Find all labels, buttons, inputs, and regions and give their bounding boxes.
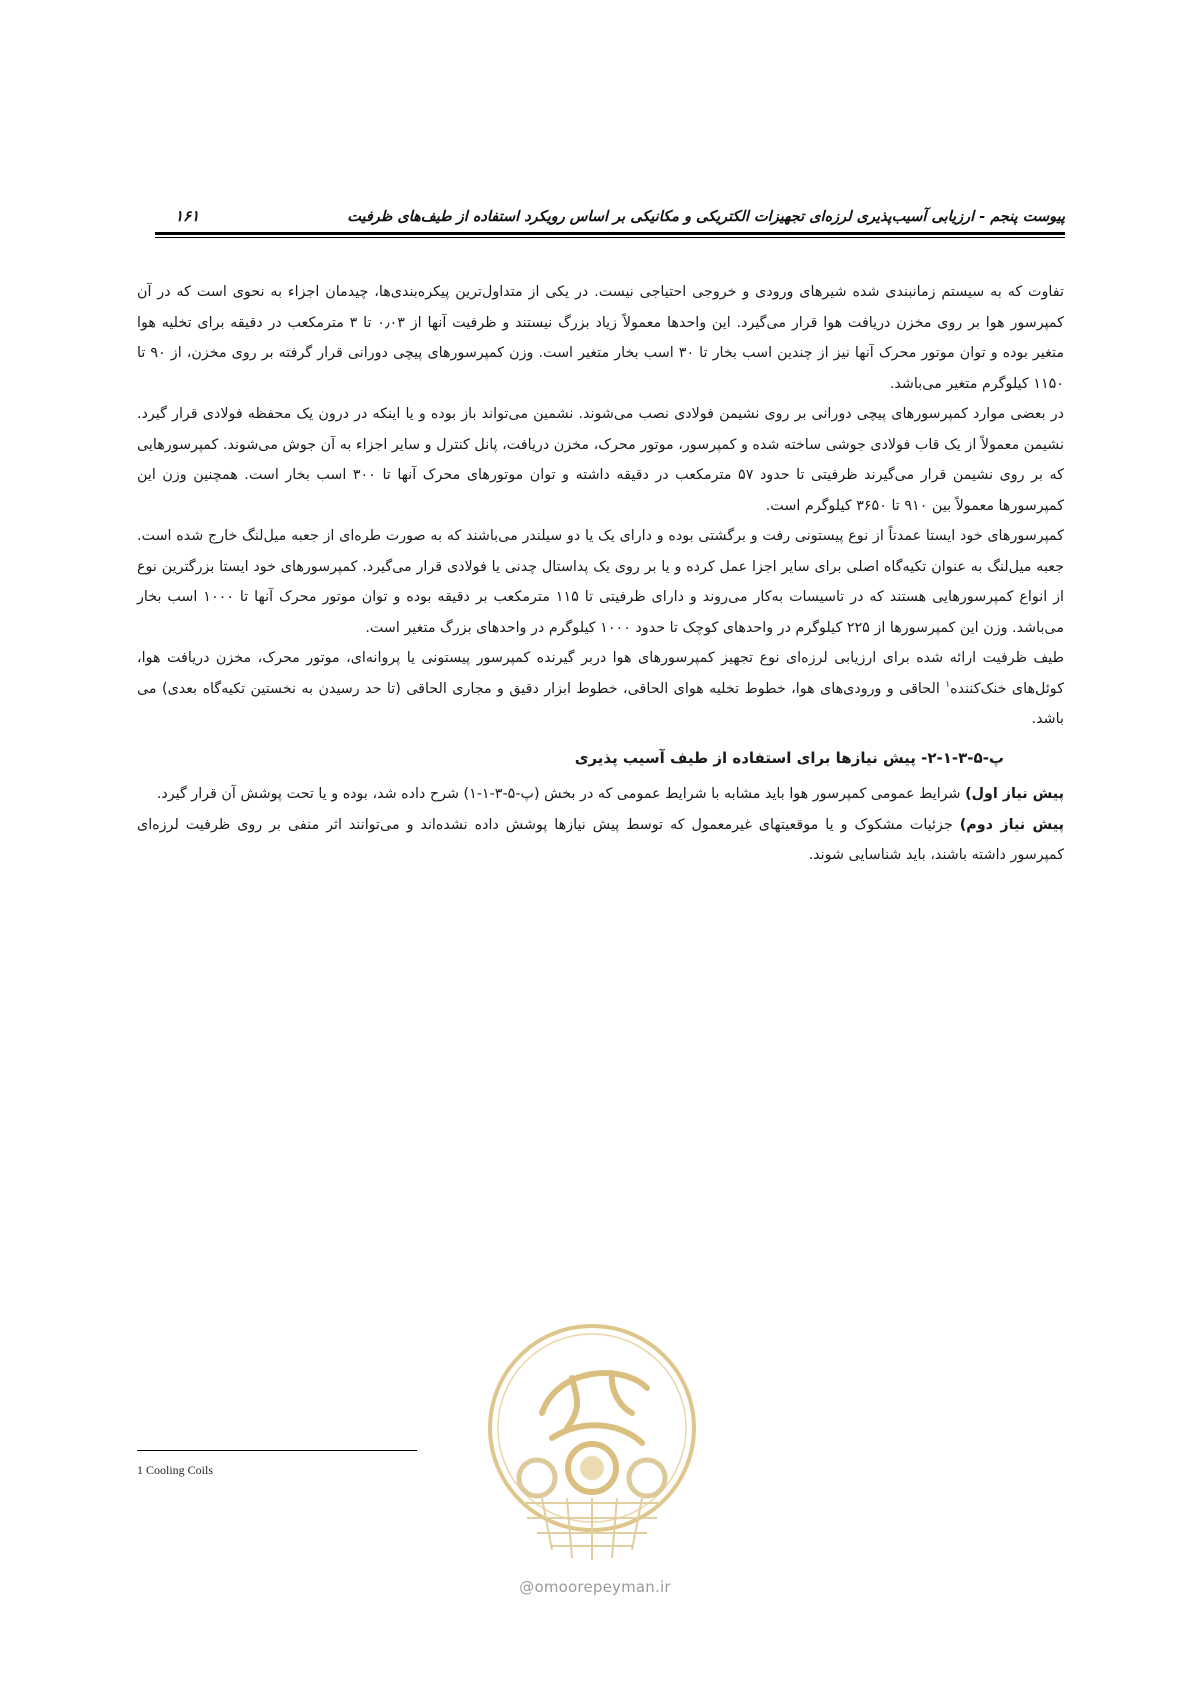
running-header [155,195,1065,225]
prerequisite-1 [137,779,1064,810]
prerequisite-2 [137,810,1064,871]
prerequisite-text: جزئیات مشکوک و یا موقعیتهای غیرمعمول که توسط پیش نیازها پوشش داده نشده‌اند و می‌توانند اثر منفی بر روی ظرفیت لرزه‌ای کمپرسور داشته باشند، باید شناسایی شوند. [137,816,1064,863]
section-heading: پ-۵-۳-۱-۲- پیش نیازها برای استفاده از طیف آسیب پذیری [574,748,1004,767]
prerequisite-label: پیش نیاز اول) [965,786,1064,802]
page-number: ۱۶۱ [175,207,200,225]
prerequisite-text: شرایط عمومی کمپرسور هوا باید مشابه با شرایط عمومی که در بخش (پ-۵-۳-۱-۱) شرح داده شد، بوده و یا تحت پوشش آن قرار گیرد. [156,786,966,802]
footnote-rule [137,1450,417,1451]
header-title: پیوست پنجم - ارزیابی آسیب‌پذیری لرزه‌ای تجهیزات الکتریکی و مکانیکی بر اساس رویکرد استفاده از طیف‌های ظرفیت [347,208,1065,225]
paragraph: تفاوت که به سیستم زمانبندی شده شیرهای ورودی و خروجی احتیاجی نیست. در یکی از متداول‌ترین پیکره‌بندی‌ها، چیدمان اجزاء به نحوی است که در آن کمپرسور هوا بر روی مخزن دریافت هوا قرار می‌گیرد. این واحدها معمولاً زیاد بزرگ نیستند و ظرفیت آنها از ۰٫۰۳ تا ۳ مترمکعب در دقیقه برای تخلیه هوا متغیر بوده و توان موتور محرک آنها نیز از چندین اسب بخار تا ۳۰ اسب بخار متغیر است. وزن کمپرسورهای پیچی دورانی قرار گرفته بر روی مخزن، از ۹۰ تا ۱۱۵۰ کیلوگرم متغیر می‌باشد. [137,284,1064,392]
paragraph: در بعضی موارد کمپرسورهای پیچی دورانی بر روی نشیمن فولادی نصب می‌شوند. نشمین می‌تواند باز بوده و یا اینکه در درون یک محفظه فولادی قرار گیرد. نشیمن معمولاً از یک قاب فولادی جوشی ساخته شده و کمپرسور، موتور محرک، مخزن دریافت، پانل کنترل و سایر اجزاء به آن جوش می‌شوند. کمپرسورهایی که بر روی نشیمن قرار می‌گیرند ظرفیتی تا حدود ۵۷ مترمکعب در دقیقه داشته و توان موتورهای محرک آنها تا ۳۰۰ اسب بخار است. همچنین وزن این کمپرسورها معمولاً بین ۹۱۰ تا ۳۶۵۰ کیلوگرم است. [137,406,1064,514]
header-rule-thin [155,237,1065,238]
watermark-url: @omoorepeyman.ir [519,1578,671,1596]
body-text [137,277,1064,871]
paragraph-text: طیف ظرفیت ارائه شده برای ارزیابی لرزه‌ای نوع تجهیز کمپرسورهای هوا دربر گیرنده کمپرسور پیستونی یا پروانه‌ای، موتور محرک، مخزن دریافت هوا، کوئل‌های خنک‌کننده [137,650,1064,697]
paragraph [137,643,1064,735]
footnote: 1 Cooling Coils [137,1463,214,1477]
header-rule-thick [155,232,1065,235]
prerequisite-label: پیش نیاز دوم) [959,816,1064,833]
paragraph-text: الحاقی و ورودی‌های هوا، خطوط تخلیه هوای الحاقی، خطوط ابزار دقیق و مجاری الحاقی (تا حد رسیدن به نخستین تکیه‌گاه بعدی) می باشد. [137,680,1064,727]
watermark-logo [482,1318,702,1573]
footnote-marker: ۱ [945,679,951,690]
paragraph: کمپرسورهای خود ایستا عمدتاً از نوع پیستونی رفت و برگشتی بوده و دارای یک یا دو سیلندر می‌باشند که به صورت طره‌ای از جعبه میل‌لنگ خارج شده است. جعبه میل‌لنگ به عنوان تکیه‌گاه اصلی برای سایر اجزا عمل کرده و یا بر روی یک پداستال چدنی یا فولادی قرار می‌گیرد. کمپرسورهای خود ایستا بزرگترین نوع از انواع کمپرسورهایی هستند که در تاسیسات به‌کار می‌روند و دارای ظرفیتی تا ۱۱۵ مترمکعب بر دقیقه بوده و توان موتور محرک آنها تا ۱۰۰۰ اسب بخار می‌باشد. وزن این کمپرسورها از ۲۲۵ کیلوگرم در واحدهای کوچک تا حدود ۱۰۰۰ کیلوگرم در واحدهای بزرگ متغیر است. [137,528,1064,636]
